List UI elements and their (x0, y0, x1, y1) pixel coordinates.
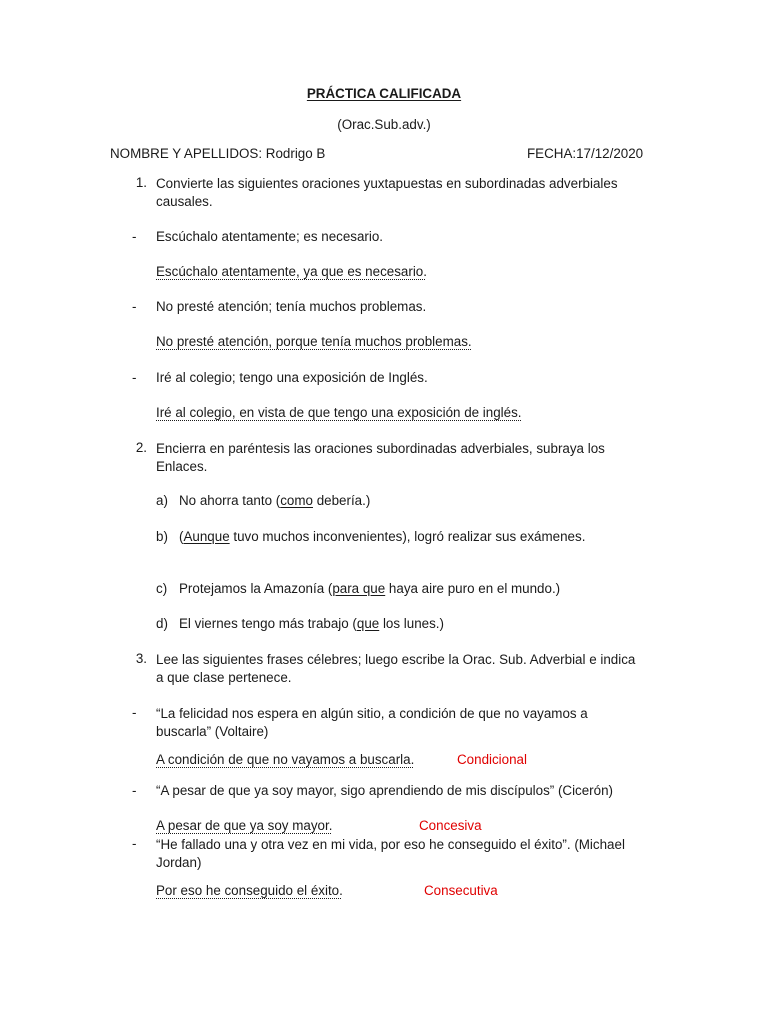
item-letter: d) (156, 616, 168, 631)
page-title: PRÁCTICA CALIFICADA (306, 86, 462, 101)
sentence-end: tuvo muchos inconvenientes), logró realizar sus exámenes. (229, 529, 586, 544)
sentence-end: los lunes.) (379, 616, 444, 631)
question-text: Lee las siguientes frases célebres; luego escribe la Orac. Sub. Adverbial e indica a que clase pertenece. (156, 652, 636, 685)
question-text: Encierra en paréntesis las oraciones subordinadas adverbiales, subraya los Enlaces. (156, 441, 605, 474)
page-subtitle: (Orac.Sub.adv.) (337, 117, 431, 132)
question-text: Convierte las siguientes oraciones yuxtapuestas en subordinadas adverbiales causales. (156, 176, 618, 209)
link-word: Aunque (183, 529, 230, 544)
famous-quote: “A pesar de que ya soy mayor, sigo aprendiendo de mis discípulos” (Cicerón) (156, 783, 614, 798)
exam-date: FECHA:17/12/2020 (527, 146, 644, 161)
answer-text: Escúchalo atentamente, ya que es necesario. (156, 264, 427, 279)
link-word: que (356, 616, 380, 631)
bullet: - (132, 370, 137, 385)
item-letter: a) (156, 493, 168, 508)
question-number: 2. (135, 440, 147, 455)
question-number: 3. (135, 651, 147, 666)
student-name: NOMBRE Y APELLIDOS: Rodrigo B (110, 146, 326, 161)
item-letter: b) (156, 529, 168, 544)
sentence-end: debería.) (312, 493, 371, 508)
sentence-start: Protejamos la Amazonía ( (179, 581, 333, 596)
item-sentence (179, 493, 370, 508)
answer-type: Concesiva (419, 818, 482, 833)
question-number: 1. (135, 175, 147, 190)
bullet: - (132, 229, 137, 244)
answer-text: Iré al colegio, en vista de que tengo una exposición de inglés. (156, 405, 522, 420)
item-sentence (179, 616, 444, 631)
sentence-start: El viernes tengo más trabajo ( (179, 616, 357, 631)
bullet: - (132, 705, 137, 720)
bullet: - (132, 783, 137, 798)
answer-text: A condición de que no vayamos a buscarla. (156, 752, 415, 767)
answer-type: Condicional (457, 752, 527, 767)
famous-quote: “He fallado una y otra vez en mi vida, por eso he conseguido el éxito”. (Michael Jordan) (156, 837, 625, 870)
sentence: Iré al colegio; tengo una exposición de Inglés. (156, 370, 428, 385)
answer-text: Por eso he conseguido el éxito. (156, 883, 343, 898)
sentence: No presté atención; tenía muchos problemas. (156, 299, 427, 314)
sentence-start: No ahorra tanto ( (179, 493, 281, 508)
answer-type: Consecutiva (424, 883, 498, 898)
sentence: Escúchalo atentamente; es necesario. (156, 229, 384, 244)
item-letter: c) (156, 581, 168, 596)
item-sentence (179, 529, 585, 544)
famous-quote: “La felicidad nos espera en algún sitio, a condición de que no vayamos a buscarla” (Voltaire) (156, 706, 588, 739)
link-word: para que (332, 581, 386, 596)
answer-text: No presté atención, porque tenía muchos problemas. (156, 334, 472, 349)
sentence-start: ( (179, 529, 184, 544)
answer-text: A pesar de que ya soy mayor. (156, 818, 333, 833)
item-sentence (179, 581, 560, 596)
bullet: - (132, 299, 137, 314)
sentence-end: haya aire puro en el mundo.) (385, 581, 561, 596)
link-word: como (280, 493, 313, 508)
bullet: - (132, 836, 137, 851)
